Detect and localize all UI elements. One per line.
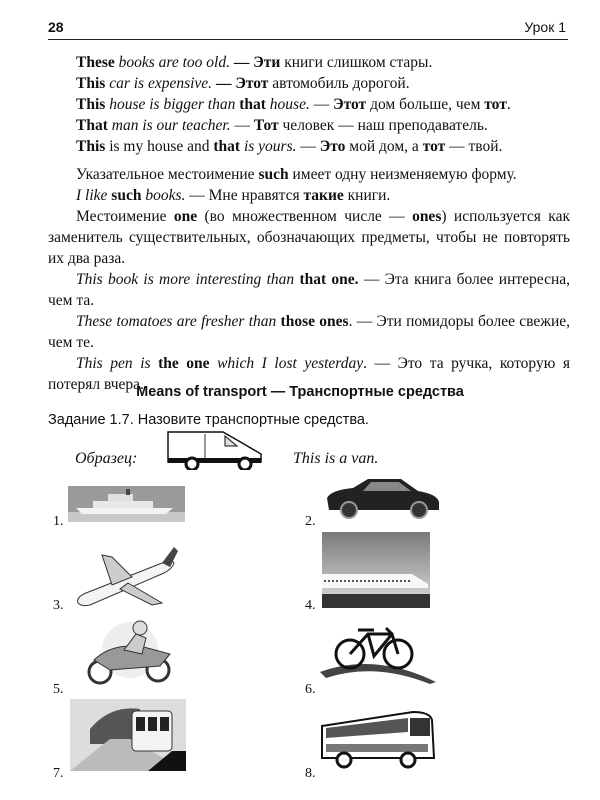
text-line: Указательное местоимение such имеет одну неизменяемую форму. bbox=[76, 166, 517, 183]
text-line: This car is expensive. — Этот автомобиль дорогой. bbox=[76, 75, 410, 92]
pronoun-paragraphs bbox=[48, 164, 570, 395]
section-title: Means of transport — Транспортные средства bbox=[136, 384, 464, 400]
task-instruction: Задание 1.7. Назовите транспортные средства. bbox=[48, 412, 369, 428]
airplane-image bbox=[72, 545, 182, 610]
text-line: These books are too old. — Эти книги слишком стары. bbox=[76, 54, 433, 71]
sample-answer: This is a van. bbox=[293, 450, 379, 467]
text-line: This pen is the one which I lost yesterday. — Это та ручка, которую я потерял вчера. bbox=[48, 355, 570, 393]
item-number: 4. bbox=[305, 598, 316, 613]
text-line: This house is bigger than that house. — Этот дом больше, чем тот. bbox=[76, 96, 511, 113]
item-number: 6. bbox=[305, 682, 316, 697]
page-header bbox=[48, 17, 568, 40]
text-line: I like such books. — Мне нравятся такие книги. bbox=[76, 187, 391, 204]
van-image bbox=[165, 428, 265, 470]
bicycle-image bbox=[320, 622, 438, 684]
ship-image bbox=[68, 486, 185, 522]
item-number: 2. bbox=[305, 514, 316, 529]
demonstrative-examples bbox=[48, 52, 570, 157]
item-number: 8. bbox=[305, 766, 316, 781]
item-number: 3. bbox=[53, 598, 64, 613]
page-number: 28 bbox=[48, 19, 64, 35]
underground-train-image bbox=[70, 699, 186, 771]
text-line: This book is more interesting than that one. — Эта книга более интересна, чем та. bbox=[48, 271, 570, 309]
text-line: Местоимение one (во множественном числе — ones) используется как заменитель существительных, обозначающих предметы, чтобы не повторять их два раза. bbox=[48, 208, 570, 267]
item-number: 5. bbox=[53, 682, 64, 697]
item-number: 1. bbox=[53, 514, 64, 529]
text-line: These tomatoes are fresher than those ones. — Эти помидоры более свежие, чем те. bbox=[48, 313, 570, 351]
text-line: This is my house and that is yours. — Это мой дом, а тот — твой. bbox=[76, 138, 503, 155]
high-speed-train-image bbox=[322, 532, 430, 608]
car-image bbox=[323, 474, 443, 520]
sample-label: Образец: bbox=[75, 450, 138, 467]
item-number: 7. bbox=[53, 766, 64, 781]
motorcycle-image bbox=[80, 620, 180, 685]
double-decker-bus-image bbox=[318, 708, 438, 770]
text-line: That man is our teacher. — Тот человек — наш преподаватель. bbox=[76, 117, 488, 134]
chapter-title: Урок 1 bbox=[524, 19, 566, 35]
